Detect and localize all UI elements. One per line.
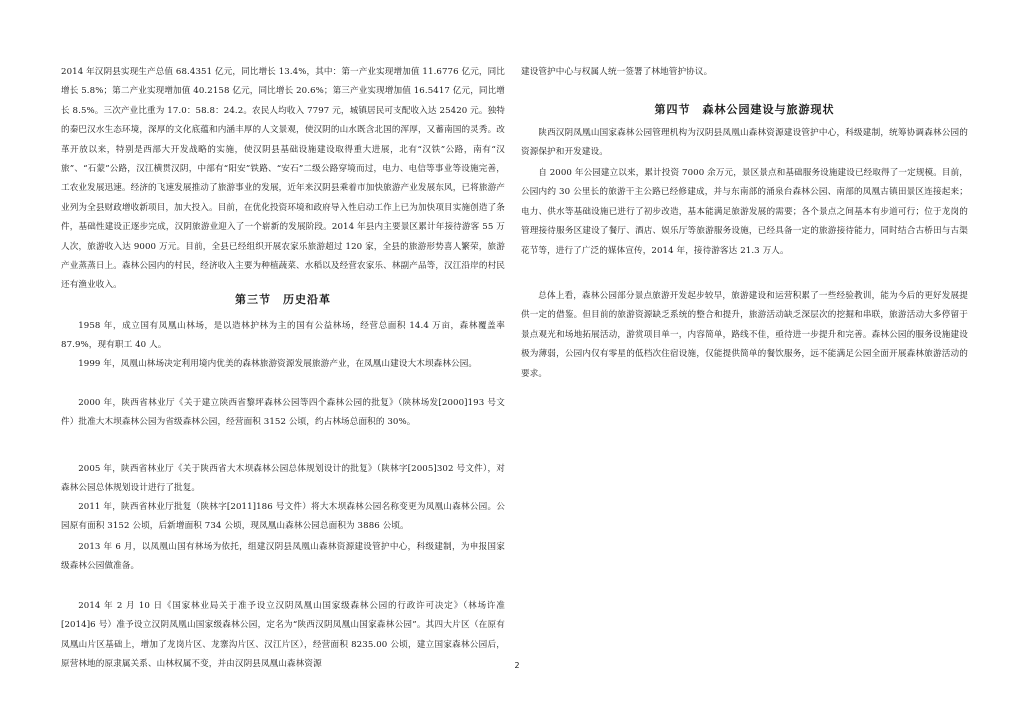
history-2013: 2013 年 6 月，以凤凰山国有林场为依托，组建汉阴县凤凰山森林资源建设管护中心，科级建制，为申报国家级森林公园做准备。: [61, 542, 505, 572]
summary-paragraph: 总体上看，森林公园部分景点旅游开发起步较早，旅游建设和运营积累了一些经验教训，能为今后的更好发展提供一定的借鉴。但目前的旅游资源缺乏系统的整合和提升，旅游活动缺乏深层次的挖掘和串联，旅游活动大多停留于景点观光和场地拓展活动，游赏项目单一，内容简单，路线不佳，亟待进一步提升和完善。森林公园的服务设施建设极为薄弱，公园内仅有零星的低档次住宿设施，仅能提供简单的餐饮服务，远不能满足公园全面开展森林旅游活动的要求。: [521, 291, 968, 379]
continued-line: 建设管护中心与权属人统一签署了林地管护协议。: [521, 67, 713, 77]
construction-paragraph: 自 2000 年公园建立以来，累计投资 7000 余万元，景区景点和基础服务设施建设已经取得了一定规模。目前，公园内约 30 公里长的旅游干主公路已经修建成，并与东南部的涌泉台森林公园、南部的凤凰古镇田景区连接起来；电力、供水等基础设施已进行了初步改造，基本能满足旅游发展的需要；各个景点之间基本有步道可行；位于龙岗的管理接待服务区建设了餐厅、酒店、娱乐厅等旅游服务设施，已经具备一定的旅游接待能力，同时结合古桥田与古渠花节等，进行了广泛的媒体宣传，2014 年，接待游客达 21.3 万人。: [521, 168, 968, 256]
management-paragraph: 陕西汉阴凤凰山国家森林公园管理机构为汉阴县凤凰山森林资源建设管护中心，科级建制，统筹协调森林公园的资源保护和开发建设。: [521, 128, 968, 158]
history-2011: 2011 年，陕西省林业厅批复（陕林字[2011]186 号文件）将大木坝森林公园名称变更为凤凰山森林公园。公园原有面积 3152 公顷，后新增面积 734 公顷，现凤凰山森林公园总面积为 3886 公顷。: [61, 502, 505, 532]
section-4-heading: 第四节 森林公园建设与旅游现状: [654, 103, 835, 116]
history-2014: 2014 年 2 月 10 日《国家林业局关于准予设立汉阴凤凰山国家级森林公园的行政许可决定》（林场许准[2014]6 号）准予设立汉阴凤凰山国家级森林公园，定名为“陕西汉阴凤凰山国家森林公园”。其四大片区（在原有凤凰山片区基础上，增加了龙岗片区、龙寨沟片区、汉江片区），经营面积 8235.00 公顷，建立国家森林公园后，原营林地的原隶属关系、山林权属不变，并由汉阴县凤凰山森林资源: [61, 601, 505, 670]
economy-paragraph: 2014 年汉阴县实现生产总值 68.4351 亿元，同比增长 13.4%，其中：第一产业实现增加值 11.6776 亿元，同比增长 5.8%；第二产业实现增加值 40.2158 亿元，同比增长 20.6%；第三产业实现增加值 16.5417 亿元，同比增长 8.5%。三次产业比重为 17.0：58.8：24.2。农民人均收入 7797 元，城镇居民可支配收入达 25420 元。独特的秦巴汉水生态环境，深厚的文化底蕴和内涵丰厚的人文景观，使汉阴的山水既含北国的浑厚，又蓄南国的灵秀。改革开放以来，特别是西部大开发战略的实施，使汉阴县基础设施建设取得重大进展，北有“汉铁”公路，南有“汉旅”、“石蒙”公路，汉江横贯汉阴，中部有“阳安”铁路、“安石”二级公路穿境而过，电力、电信等事业等设施完善，工农业发展迅速。经济的飞速发展推动了旅游事业的发展，近年来汉阴县乘着市加快旅游产业发展东风，已将旅游产业列为全县财政增收新项目，加大投入。目前，在优化投资环境和政府导入性启动工作上已为加快项目实施创造了条件，基础性建设正逐步完成，汉阴旅游业迎入了一个崭新的发展阶段。2014 年县内主要景区累计年接待游客 55 万人次，旅游收入达 9000 万元。目前，全县已经组织开展农家乐旅游超过 120 家，全县的旅游形势喜人繁荣，旅游产业蒸蒸日上。森林公园内的村民，经济收入主要为种植蔬菜、水稻以及经营农家乐、林副产品等，汉江沿岸的村民还有渔业收入。: [61, 67, 505, 291]
history-2005: 2005 年，陕西省林业厅《关于陕西省大木坝森林公园总体规划设计的批复》（陕林字[2005]302 号文件），对森林公园总体规划设计进行了批复。: [61, 464, 505, 494]
page-number: 2: [514, 661, 520, 670]
history-2000: 2000 年，陕西省林业厅《关于建立陕西省黎坪森林公园等四个森林公园的批复》（陕林场发[2000]193 号文件）批准大木坝森林公园为省级森林公园，经营面积 3152 公顷，约占林场总面积的 30%。: [61, 398, 505, 428]
section-3-heading: 第三节 历史沿革: [235, 293, 331, 306]
history-1999: 1999 年，凤凰山林场决定利用境内优美的森林旅游资源发展旅游产业，在凤凰山建设大木坝森林公园。: [78, 359, 478, 369]
history-1958: 1958 年，成立国有凤凰山林场，是以造林护林为主的国有公益林场，经营总面积 14.4 万亩，森林覆盖率 87.9%，现有职工 40 人。: [61, 321, 505, 351]
